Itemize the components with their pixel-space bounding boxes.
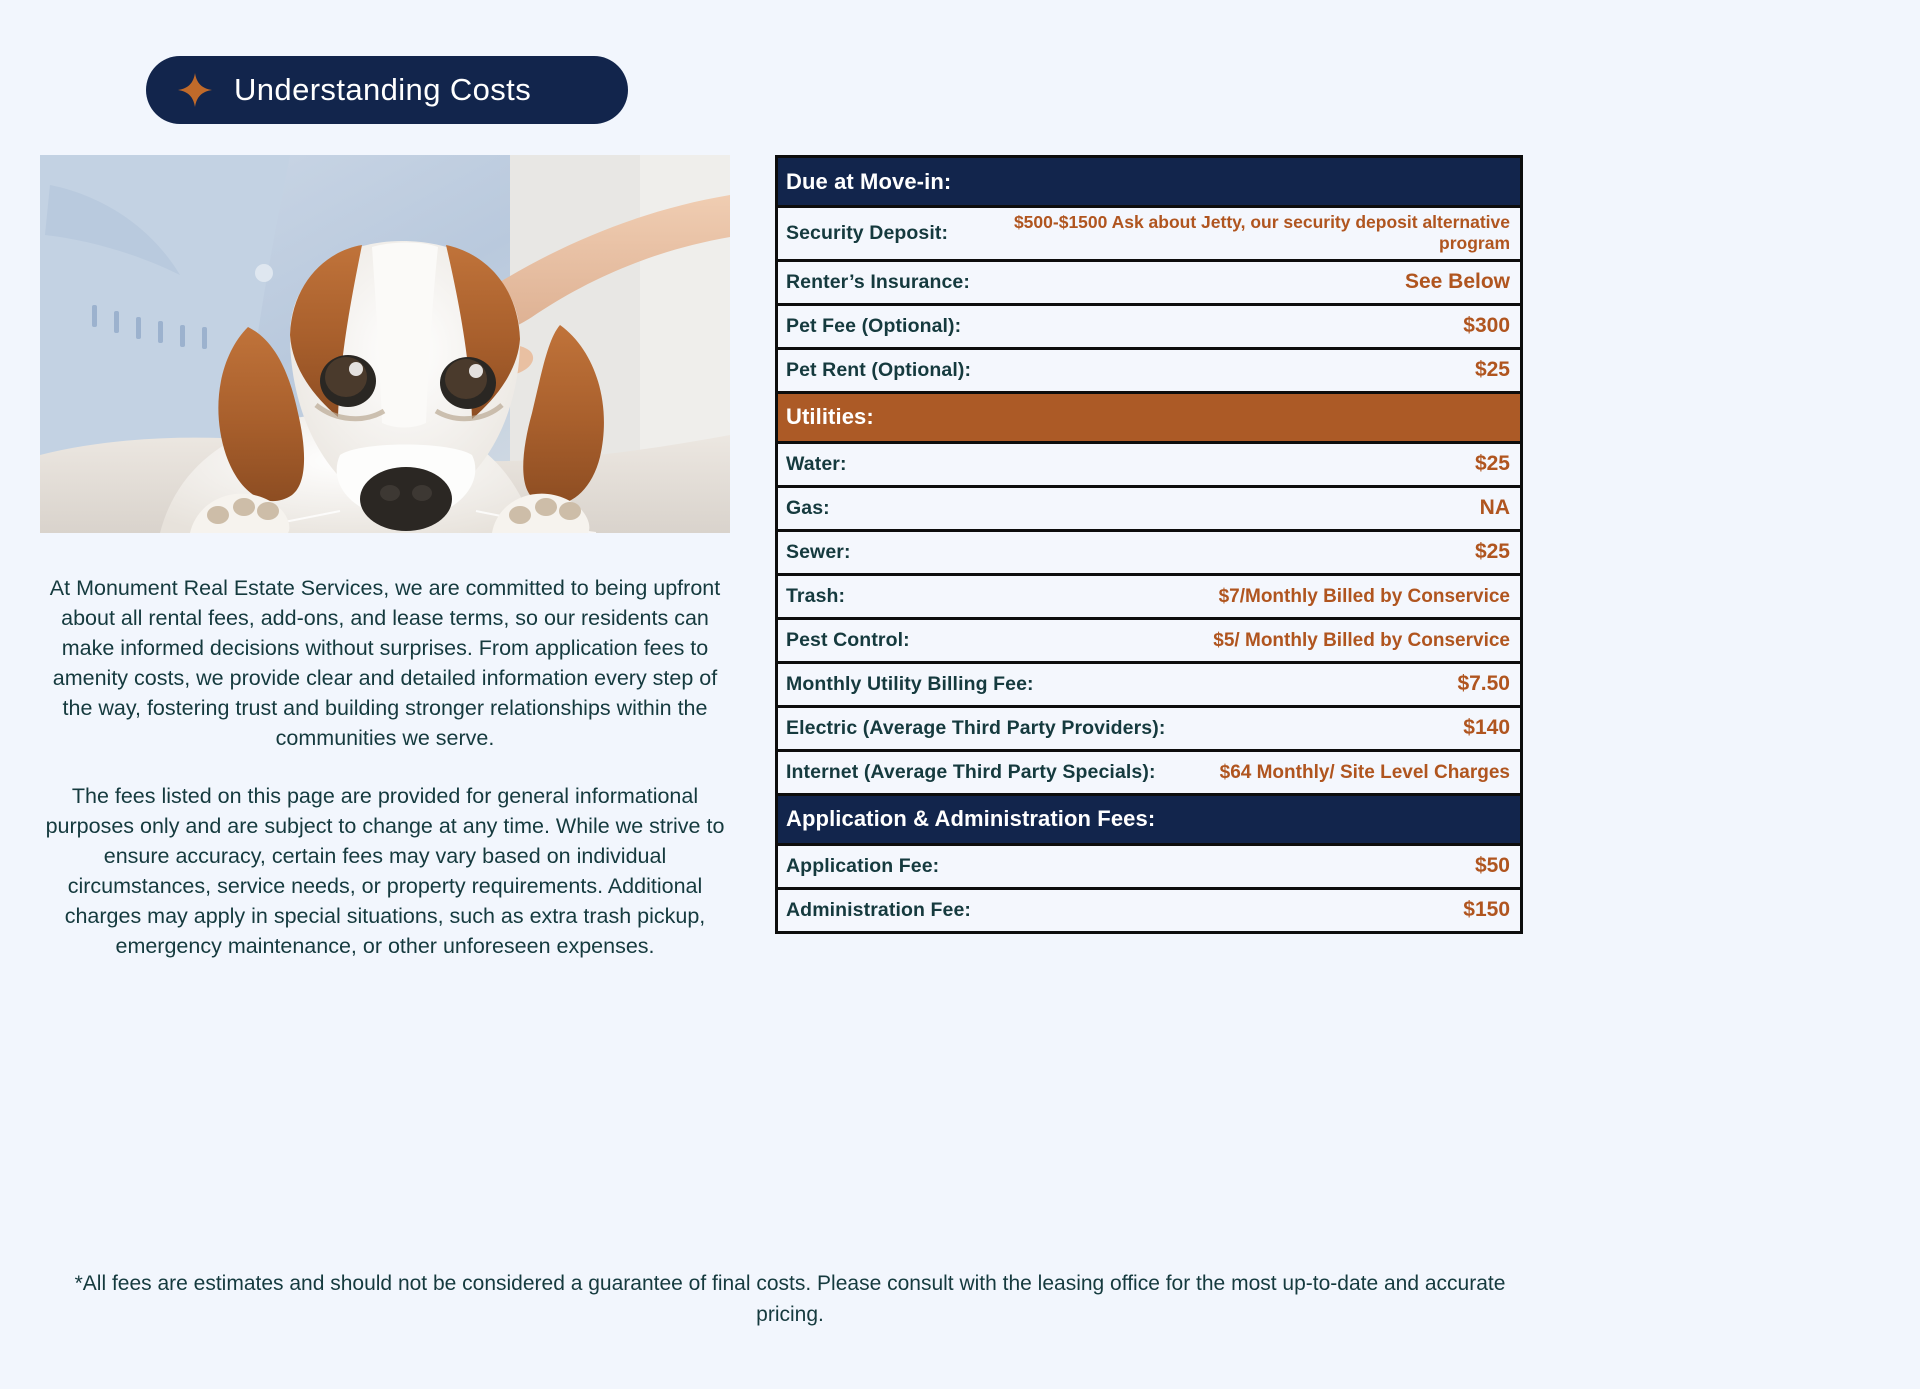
fee-table-row [778,887,1520,931]
fee-label: Sewer: [786,540,851,563]
fee-table-row [778,303,1520,347]
fee-value: $140 [1463,716,1510,740]
fee-table-row [778,705,1520,749]
fee-label: Internet (Average Third Party Specials): [786,760,1156,783]
fee-label: Gas: [786,496,830,519]
intro-copy [40,573,730,961]
four-point-star-icon [178,73,212,107]
intro-paragraph-1: At Monument Real Estate Services, we are committed to being upfront about all rental fees, add-ons, and lease terms, so our residents can make informed decisions without surprises. From application fees to amenity costs, we provide clear and detailed information every step of the way, fostering trust and building stronger relationships within the communities we serve. [49,576,721,750]
fee-table-row [778,749,1520,793]
section-label: Utilities: [786,404,874,430]
fee-value: $50 [1474,854,1510,878]
fee-value: $300 [1463,314,1510,338]
fee-value: NA [1479,496,1510,520]
fee-label: Security Deposit: [786,221,949,244]
fee-label: Pest Control: [786,628,910,651]
fee-value: $64 Monthly/ Site Level Charges [1219,761,1510,783]
fee-table-row [778,485,1520,529]
fee-label: Pet Fee (Optional): [786,314,962,337]
section-label: Due at Move-in: [786,168,952,194]
fee-table-row [778,441,1520,485]
fee-value: $5/ Monthly Billed by Conservice [1213,629,1510,651]
fee-label: Monthly Utility Billing Fee: [786,672,1034,695]
fee-table-row [778,661,1520,705]
page-title: Understanding Costs [234,72,532,107]
page-header-badge [146,56,628,124]
fee-value: $25 [1474,452,1510,476]
fees-disclaimer: *All fees are estimates and should not be considered a guarantee of final costs. Please consult with the leasing office for the most up-to-date and accurate pricing. [74,1272,1506,1326]
fee-value: $7.50 [1457,672,1510,696]
fee-value: $25 [1474,540,1510,564]
fee-value: $25 [1474,358,1510,382]
fee-label: Renter’s Insurance: [786,270,970,293]
fee-table [775,155,1523,934]
fee-label: Pet Rent (Optional): [786,358,972,381]
fee-table-row [778,573,1520,617]
section-label: Application & Administration Fees: [786,806,1156,832]
fee-label: Electric (Average Third Party Providers): [786,716,1166,739]
fee-label: Application Fee: [786,854,940,877]
fee-table-section-header [778,793,1520,843]
fee-label: Trash: [786,584,846,607]
fee-value: See Below [1404,270,1510,294]
intro-paragraph-2: The fees listed on this page are provided for general informational purposes only and are subject to change at any time. While we strive to ensure accuracy, certain fees may vary based on individual circumstances, service needs, or property requirements. Additional charges may apply in special situations, such as extra trash pickup, emergency maintenance, or other unforeseen expenses. [45,784,725,958]
fee-value: $500-$1500 Ask about Jetty, our security deposit alternative program [1013,212,1510,254]
hero-photo-dog [40,155,730,533]
left-column [40,155,730,961]
fee-value: $150 [1463,898,1510,922]
fee-label: Administration Fee: [786,898,971,921]
fee-table-row [778,205,1520,259]
fee-table-row [778,259,1520,303]
fee-table-row [778,617,1520,661]
fee-table-section-header [778,391,1520,441]
fee-table-row [778,843,1520,887]
fee-label: Water: [786,452,847,475]
fee-value: $7/Monthly Billed by Conservice [1218,585,1510,607]
fee-table-row [778,529,1520,573]
fee-table-row [778,347,1520,391]
fee-table-section-header [778,155,1520,205]
